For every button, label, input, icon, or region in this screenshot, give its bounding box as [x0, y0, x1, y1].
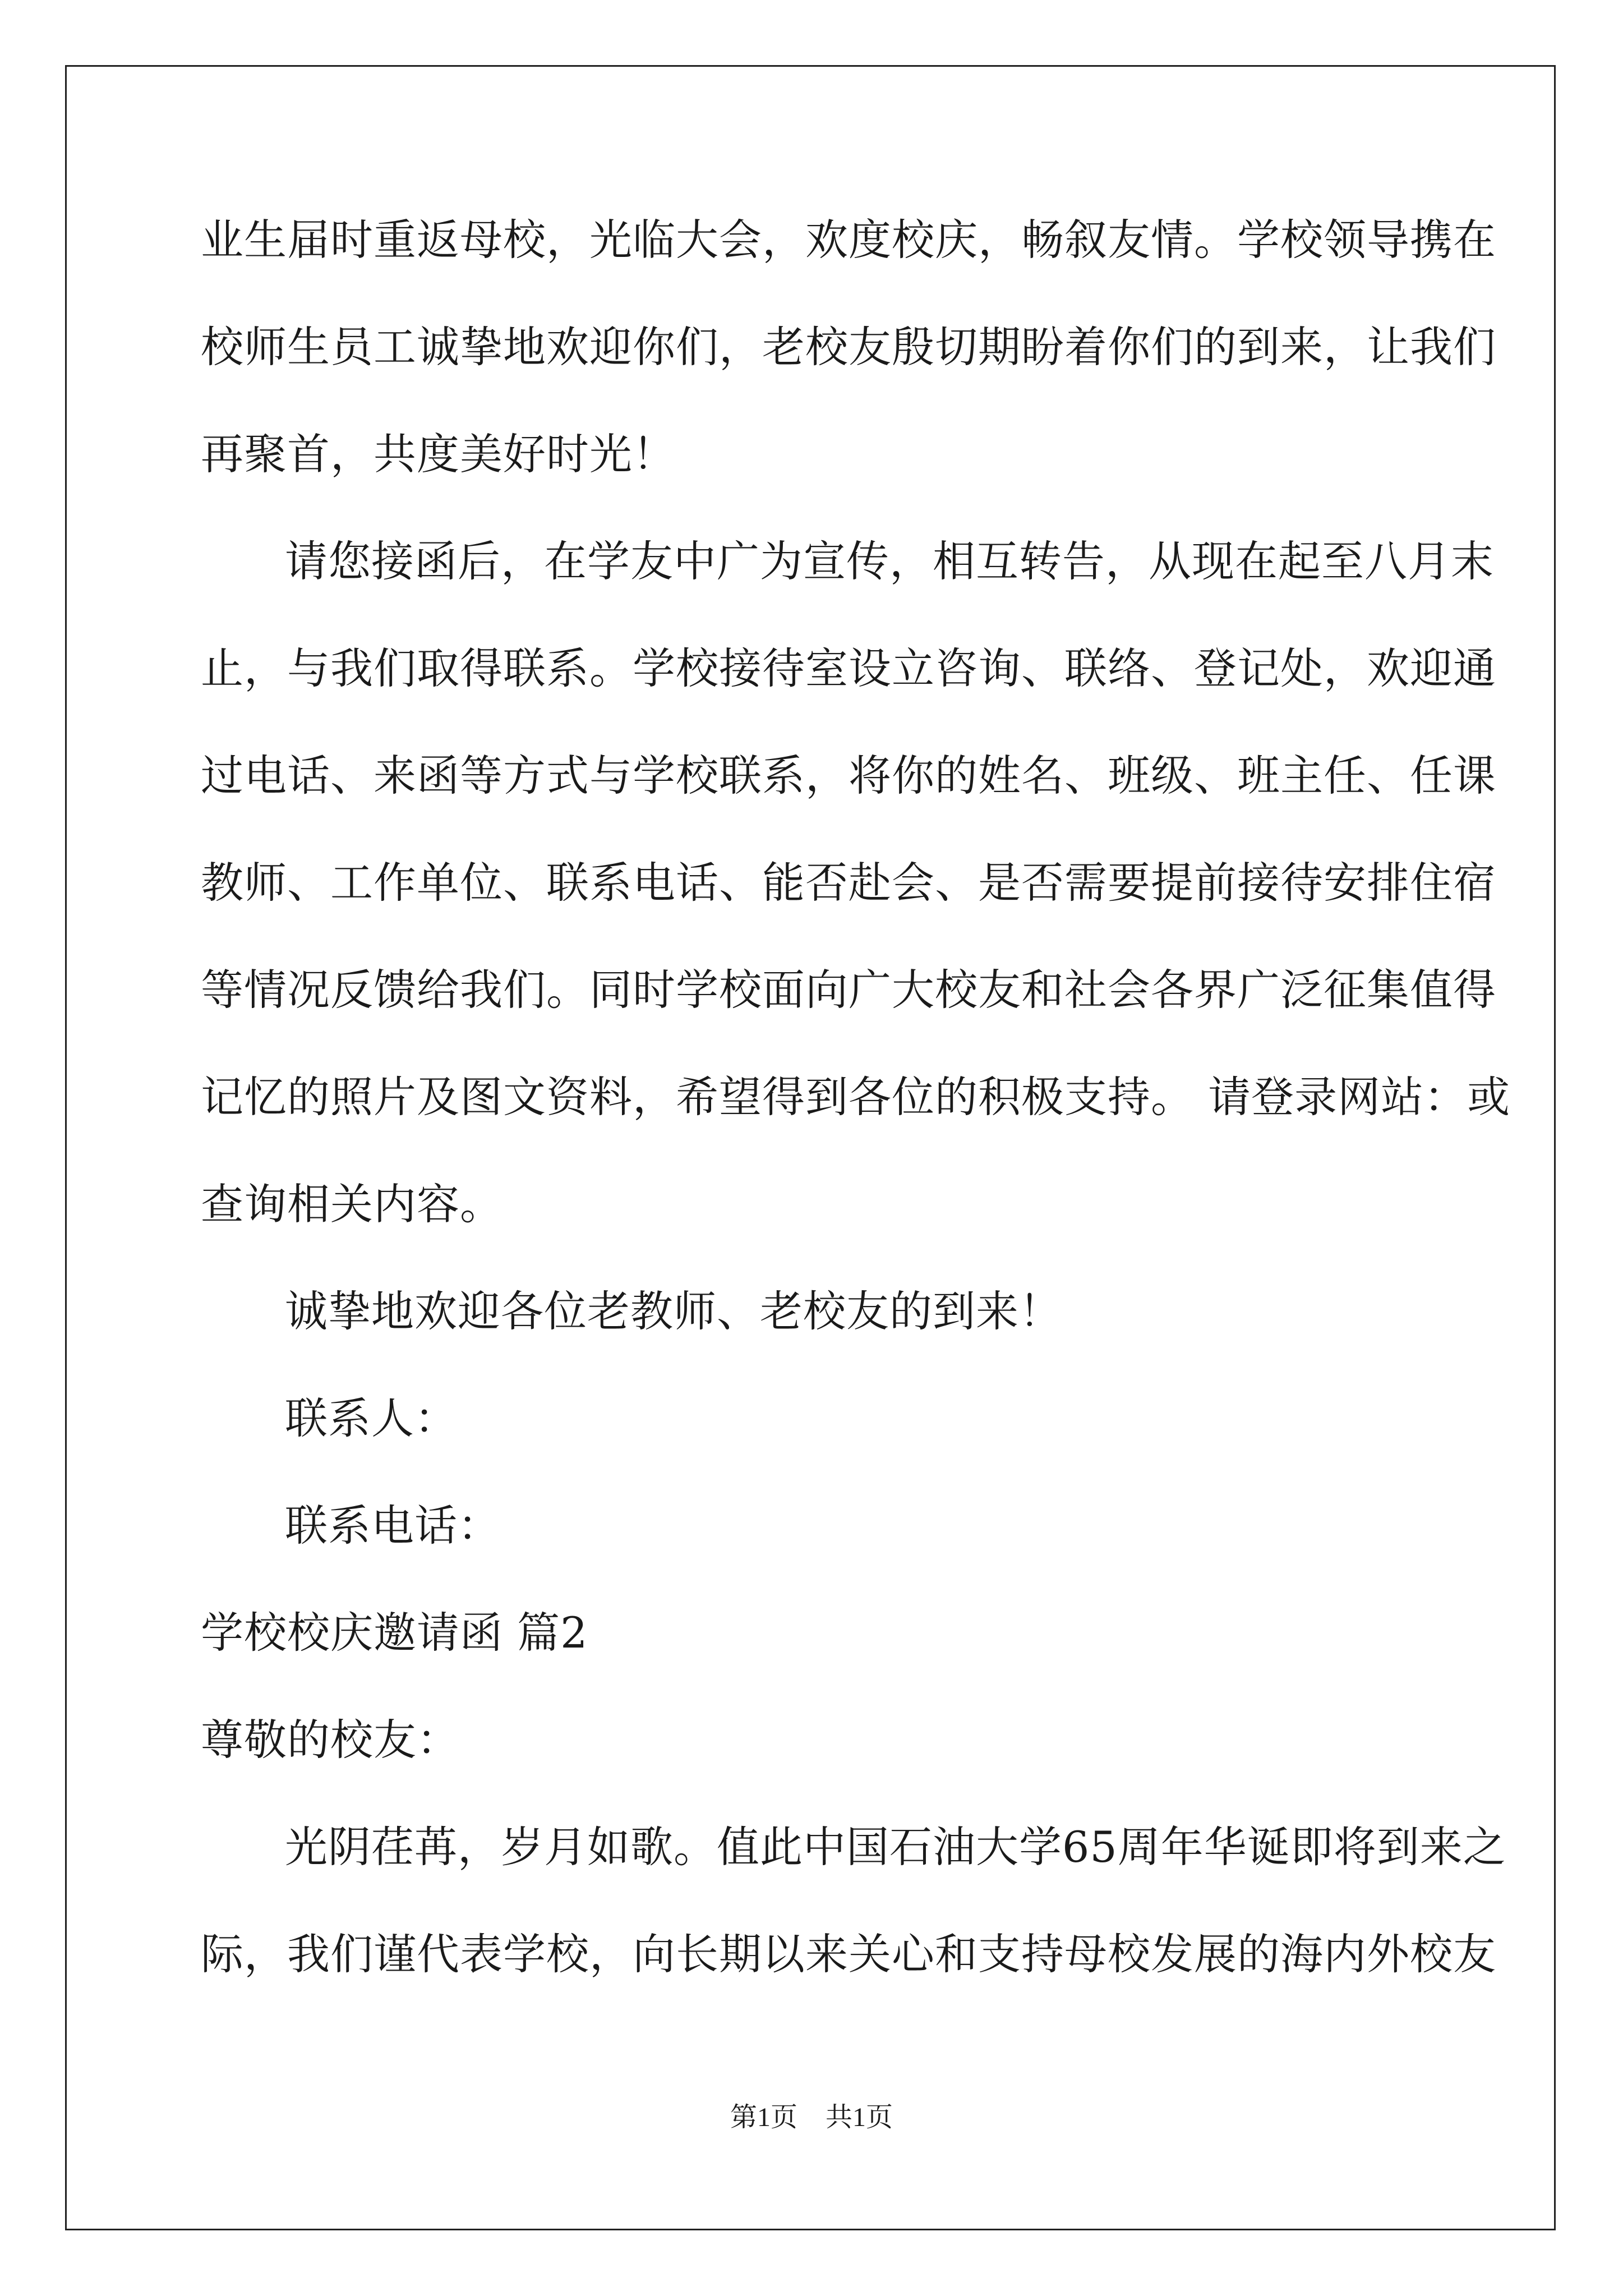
- paragraph-line: 际，我们谨代表学校，向长期以来关心和支持母校发展的海内外校友: [201, 1929, 1496, 1979]
- paragraph-line: 查询相关内容。: [201, 1179, 503, 1229]
- contact-phone-label: 联系电话：: [285, 1501, 501, 1550]
- page-number-total: 共1页: [826, 2102, 893, 2132]
- paragraph-line: 业生届时重返母校，光临大会，欢度校庆，畅叙友情。学校领导携在: [201, 215, 1496, 265]
- paragraph-line: 校师生员工诚挚地欢迎你们，老校友殷切期盼着你们的到来，让我们: [201, 322, 1496, 372]
- page-footer: [0, 2101, 1623, 2134]
- document-body: [201, 213, 1511, 2035]
- section-heading: 学校校庆邀请函 篇2: [201, 1608, 588, 1658]
- paragraph-line: 等情况反馈给我们。同时学校面向广大校友和社会各界广泛征集值得: [201, 965, 1496, 1015]
- paragraph-line: 光阴荏苒，岁月如歌。值此中国石油大学65周年华诞即将到来之: [285, 1822, 1506, 1872]
- paragraph-line: 教师、工作单位、联系电话、能否赴会、是否需要提前接待安排住宿: [201, 858, 1496, 908]
- salutation: 尊敬的校友：: [201, 1715, 460, 1765]
- paragraph-line: 再聚首，共度美好时光！: [201, 429, 676, 479]
- paragraph-line: 诚挚地欢迎各位老教师、老校友的到来！: [285, 1286, 1062, 1336]
- page-number-current: 第1页: [730, 2102, 797, 2132]
- paragraph-line: 止，与我们取得联系。学校接待室设立咨询、联络、登记处，欢迎通: [201, 643, 1496, 693]
- contact-person-label: 联系人：: [285, 1393, 458, 1443]
- paragraph-line: 记忆的照片及图文资料，希望得到各位的积极支持。 请登录网站：或: [201, 1072, 1511, 1122]
- paragraph-line: 过电话、来函等方式与学校联系，将你的姓名、班级、班主任、任课: [201, 751, 1496, 800]
- paragraph-line: 请您接函后，在学友中广为宣传，相互转告，从现在起至八月末: [285, 536, 1494, 586]
